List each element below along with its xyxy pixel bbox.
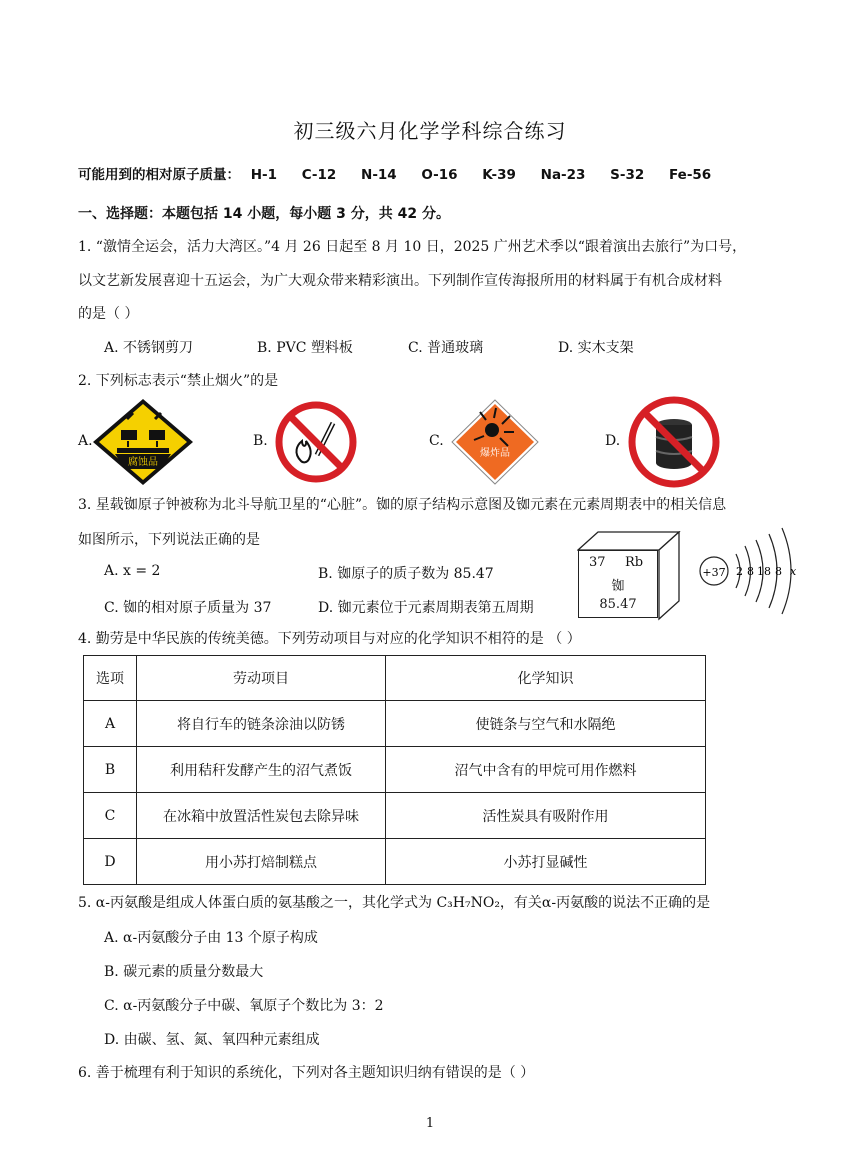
no-barrel-sign-icon — [627, 395, 721, 489]
shell-2-electrons: 8 — [747, 565, 754, 578]
mass-h: H-1 — [250, 167, 277, 183]
table-cell: 利用秸秆发酵产生的沼气煮饭 — [137, 747, 386, 793]
q3-option-a: A. x = 2 — [104, 563, 161, 579]
mass-o: O-16 — [421, 167, 458, 183]
table-cell: D — [84, 839, 137, 885]
q1-line-1: 1. “激情全运会，活力大湾区。”4 月 26 日起至 8 月 10 日，2025 广州艺术季以“跟着演出去旅行”为口号， — [78, 239, 747, 255]
table-row — [84, 793, 706, 839]
element-symbol: Rb — [625, 555, 644, 570]
table-cell: 小苏打显碱性 — [386, 839, 706, 885]
explosive-sign-text: 爆炸品 — [480, 448, 510, 459]
table-cell: C — [84, 793, 137, 839]
table-header: 选项 — [84, 656, 137, 701]
table-cell: 用小苏打焙制糕点 — [137, 839, 386, 885]
q2-label-d: D. — [605, 433, 621, 449]
element-atomic-number: 37 — [589, 555, 606, 570]
table-row — [84, 839, 706, 885]
table-cell: B — [84, 747, 137, 793]
q1-option-d: D. 实木支架 — [558, 340, 634, 356]
element-name: 铷 — [611, 579, 625, 594]
mass-k: K-39 — [482, 167, 516, 183]
atomic-masses-label: 可能用到的相对原子质量： — [78, 167, 240, 183]
table-row — [84, 701, 706, 747]
explosive-sign-icon — [450, 398, 540, 486]
mass-fe: Fe-56 — [668, 167, 712, 183]
shell-1-electrons: 2 — [736, 565, 743, 578]
q1-line-3: 的是（ ） — [78, 306, 139, 322]
q5-option-a: A. α-丙氨酸分子由 13 个原子构成 — [104, 930, 318, 946]
table-header: 化学知识 — [386, 656, 706, 701]
table-cell: 将自行车的链条涂油以防锈 — [137, 701, 386, 747]
page-title: 初三级六月化学学科综合练习 — [293, 119, 567, 143]
table-cell: 活性炭具有吸附作用 — [386, 793, 706, 839]
section-heading: 一、选择题：本题包括 14 小题，每小题 3 分，共 42 分。 — [78, 206, 450, 222]
q5-option-c: C. α-丙氨酸分子中碳、氧原子个数比为 3：2 — [104, 998, 384, 1014]
nucleus-charge: +37 — [702, 566, 726, 579]
rb-atom-structure-diagram — [698, 524, 810, 624]
table-cell: A — [84, 701, 137, 747]
q5-option-b: B. 碳元素的质量分数最大 — [104, 964, 264, 980]
no-fire-sign-icon — [275, 401, 357, 483]
q1-option-c: C. 普通玻璃 — [408, 340, 484, 356]
table-row — [84, 747, 706, 793]
mass-n: N-14 — [361, 167, 397, 183]
q3-option-c: C. 铷的相对原子质量为 37 — [104, 600, 272, 616]
q2-label-b: B. — [253, 433, 268, 449]
q3-option-d: D. 铷元素位于元素周期表第五周期 — [318, 600, 534, 616]
corrosive-sign-icon — [91, 397, 195, 487]
corrosive-sign-text: 腐蚀品 — [128, 457, 158, 468]
q3-line-2: 如图所示，下列说法正确的是 — [78, 532, 260, 548]
shell-3-electrons: 18 — [757, 565, 771, 578]
q3-line-1: 3. 星载铷原子钟被称为北斗导航卫星的“心脏”。铷的原子结构示意图及铷元素在元素周期表中的相关信息 — [78, 497, 727, 513]
q1-option-b: B. PVC 塑料板 — [257, 340, 353, 356]
q2-stem: 2. 下列标志表示“禁止烟火”的是 — [78, 373, 279, 389]
mass-s: S-32 — [610, 167, 645, 183]
atomic-masses-line — [78, 163, 731, 183]
q1-line-2: 以文艺新发展喜迎十五运会，为广大观众带来精彩演出。下列制作宣传海报所用的材料属于有机合成材料 — [78, 273, 722, 289]
q2-label-a: A. — [78, 433, 93, 449]
table-header-row — [84, 656, 706, 701]
q3-option-b: B. 铷原子的质子数为 85.47 — [318, 566, 494, 582]
table-cell: 使链条与空气和水隔绝 — [386, 701, 706, 747]
q6-stem: 6. 善于梳理有利于知识的系统化，下列对各主题知识归纳有错误的是（ ） — [78, 1065, 535, 1081]
mass-na: Na-23 — [540, 167, 586, 183]
q5-option-d: D. 由碳、氢、氮、氧四种元素组成 — [104, 1032, 320, 1048]
table-header: 劳动项目 — [137, 656, 386, 701]
mass-c: C-12 — [301, 167, 337, 183]
q2-label-c: C. — [429, 433, 444, 449]
q4-stem: 4. 勤劳是中华民族的传统美德。下列劳动项目与对应的化学知识不相符的是 （ ） — [78, 631, 581, 647]
shell-4-electrons: 8 — [775, 565, 782, 578]
element-cell-rb — [578, 550, 658, 618]
shell-5-electrons: x — [790, 565, 797, 578]
page-number: 1 — [425, 1116, 435, 1131]
table-cell: 在冰箱中放置活性炭包去除异味 — [137, 793, 386, 839]
element-mass: 85.47 — [599, 597, 637, 612]
q1-option-a: A. 不锈钢剪刀 — [104, 340, 194, 356]
table-cell: 沼气中含有的甲烷可用作燃料 — [386, 747, 706, 793]
labor-knowledge-table — [83, 655, 706, 885]
q5-stem: 5. α-丙氨酸是组成人体蛋白质的氨基酸之一，其化学式为 C₃H₇NO₂，有关α-丙氨酸的说法不正确的是 — [78, 895, 711, 911]
